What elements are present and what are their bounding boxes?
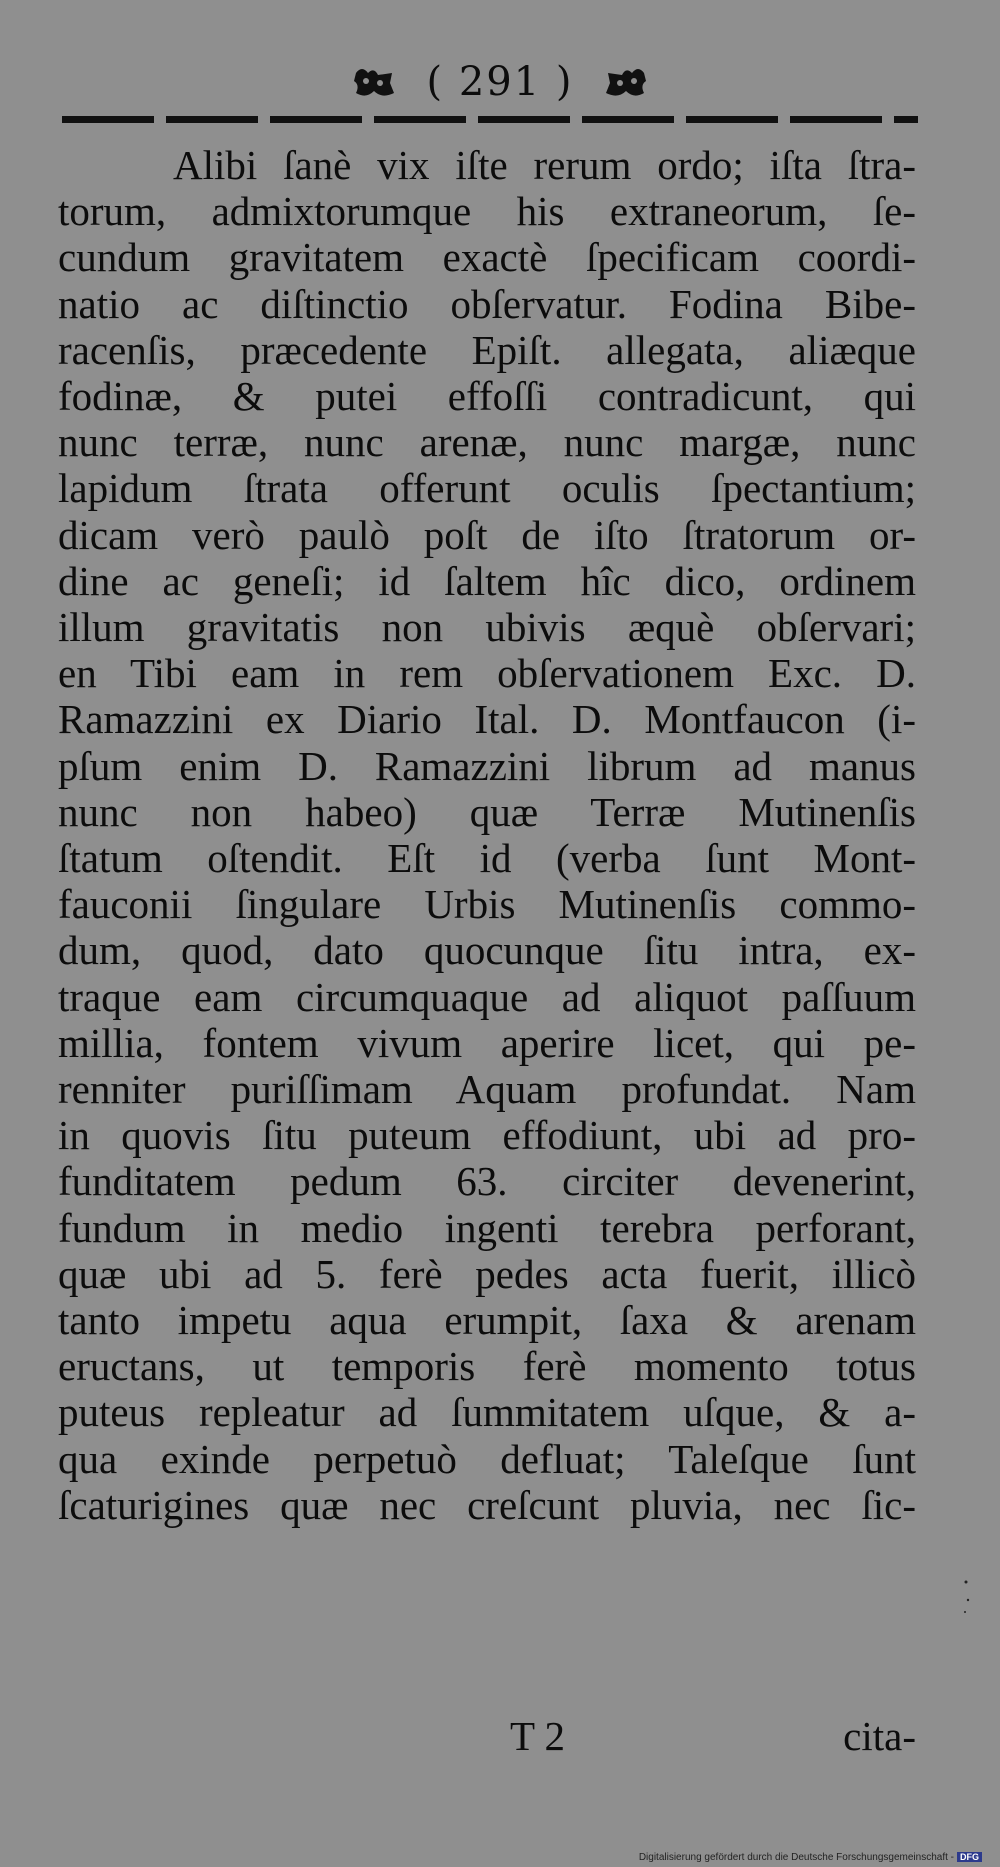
footer-text: Digitalisierung gefördert durch die Deutsche Forschungsgemeinschaft - <box>638 1852 954 1863</box>
text-line: en Tibi eam in rem obſervationem Exc. D. <box>58 650 916 697</box>
text-line: torum, admixtorumque his extraneorum, ſe- <box>58 188 916 235</box>
dfg-logo-badge: DFG <box>957 1852 982 1862</box>
catchword: cita- <box>843 1713 916 1759</box>
digitization-footer <box>639 1852 982 1863</box>
text-line: in quovis ſitu puteum effodiunt, ubi ad pro- <box>58 1112 916 1159</box>
text-line: quæ ubi ad 5. ferè pedes acta fuerit, illicò <box>58 1250 916 1297</box>
text-line: fauconii ſingulare Urbis Mutinenſis commo- <box>58 881 916 928</box>
text-line: ſcaturigines quæ nec creſcunt pluvia, nec ſic- <box>58 1481 916 1528</box>
right-ornament-icon <box>604 65 648 99</box>
text-line: funditatem pedum 63. circiter devenerint, <box>58 1158 916 1205</box>
text-line: natio ac diſtinctio obſervatur. Fodina Bibe- <box>58 280 916 327</box>
text-line: Alibi ſanè vix iſte rerum ordo; iſta ſtra- <box>173 142 916 188</box>
text-line: qua exinde perpetuò defluat; Taleſque ſunt <box>58 1435 916 1482</box>
text-line: illum gravitatis non ubivis æquè obſervari; <box>58 604 916 651</box>
page-header <box>0 56 1000 105</box>
page-number: ( 291 ) <box>426 59 574 105</box>
scan-speck-marks <box>962 1578 972 1618</box>
text-line: fodinæ, & putei effoſſi contradicunt, qui <box>58 373 916 420</box>
text-line: tanto impetu aqua erumpit, ſaxa & arenam <box>58 1297 916 1344</box>
text-line: dine ac geneſi; id ſaltem hîc dico, ordinem <box>58 557 916 604</box>
text-line: millia, fontem vivum aperire licet, qui pe- <box>58 1019 916 1066</box>
text-line: cundum gravitatem exactè ſpecificam coordi- <box>58 234 916 281</box>
body-text <box>58 142 916 1528</box>
text-line: dicam verò paulò poſt de iſto ſtratorum or- <box>58 511 916 558</box>
text-line: ſtatum oſtendit. Eſt id (verba ſunt Mont- <box>58 835 916 882</box>
text-line: nunc terræ, nunc arenæ, nunc margæ, nunc <box>58 419 916 466</box>
text-line: pſum enim D. Ramazzini librum ad manus <box>58 742 916 789</box>
text-line: dum, quod, dato quocunque ſitu intra, ex- <box>58 927 916 974</box>
left-ornament-icon <box>352 65 396 99</box>
text-line: racenſis, præcedente Epiſt. allegata, aliæque <box>58 326 916 373</box>
header-rule <box>62 116 918 123</box>
text-line: renniter puriſſimam Aquam profundat. Nam <box>58 1066 916 1113</box>
signature-mark: T 2 <box>510 1713 566 1759</box>
text-line: nunc non habeo) quæ Terræ Mutinenſis <box>58 788 916 835</box>
text-line: lapidum ſtrata offerunt oculis ſpectantium; <box>58 465 916 512</box>
text-line: traque eam circumquaque ad aliquot paſſuum <box>58 973 916 1020</box>
text-line: Ramazzini ex Diario Ital. D. Montfaucon (i- <box>58 696 916 743</box>
text-line: fundum in medio ingenti terebra perforant, <box>58 1204 916 1251</box>
text-line: eructans, ut temporis ferè momento totus <box>58 1343 916 1390</box>
text-line: puteus repleatur ad ſummitatem uſque, & a- <box>58 1389 916 1436</box>
